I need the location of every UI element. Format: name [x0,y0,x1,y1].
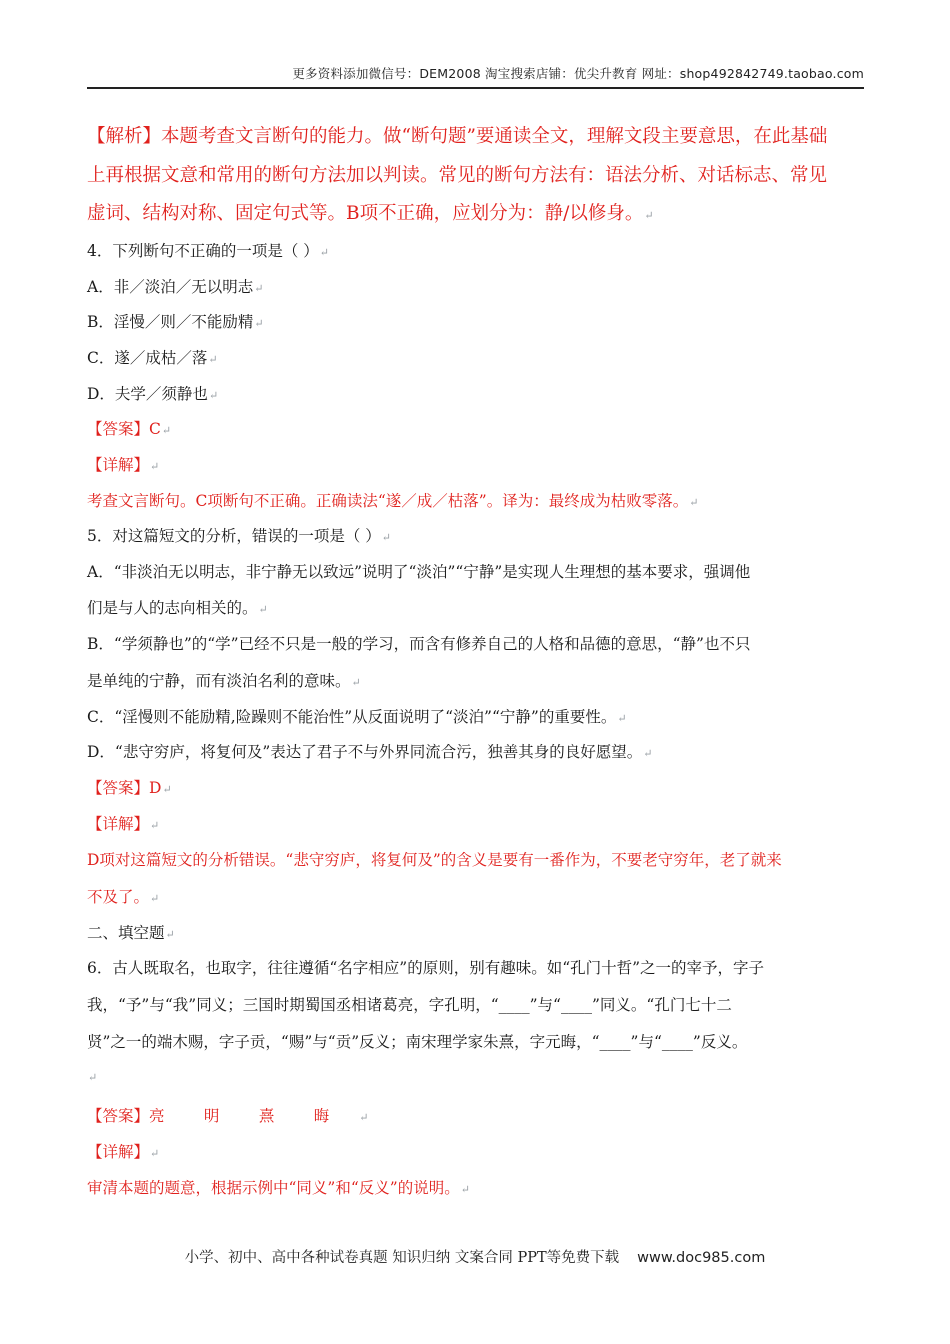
paragraph-mark-icon: ↵ [643,747,653,760]
paragraph-mark-icon: ↵ [150,819,160,832]
paragraph-mark-icon: ↵ [351,676,361,689]
q4-option-c: C．遂／成枯／落↵ [87,349,218,367]
paragraph-mark-icon: ↵ [254,317,264,330]
paragraph-mark-icon: ↵ [254,282,264,295]
section-title: 二、填空题↵ [87,924,175,942]
q4-detail-tag: 【详解】↵ [87,456,160,474]
paragraph-mark-icon: ↵ [689,496,699,509]
q5-option-a-line-2: 们是与人的志向相关的。↵ [87,599,268,617]
paragraph-mark-icon: ↵ [319,246,330,259]
q4-answer: 【答案】C↵ [87,420,172,438]
paragraph-mark-icon: ↵ [88,1071,98,1084]
analysis-line-2: 上再根据文意和常用的断句方法加以判读。常见的断句方法有：语法分析、对话标志、常见 [87,165,828,186]
paragraph-mark-icon: ↵ [208,389,219,402]
q4-option-b: B．淫慢／则／不能励精↵ [87,313,264,331]
q5-option-c: C．“淫慢则不能励精,险躁则不能治性”从反面说明了“淡泊”“宁静”的重要性。↵ [87,708,627,726]
q6-detail-tag: 【详解】↵ [87,1143,160,1161]
paragraph-mark-icon: ↵ [150,1147,160,1160]
paragraph-mark-icon: ↵ [208,353,218,366]
q5-detail-tag: 【详解】↵ [87,815,160,833]
paragraph-mark-icon: ↵ [644,209,654,222]
header-divider [87,87,864,89]
paragraph-mark-icon: ↵ [150,892,160,905]
q5-answer: 【答案】D↵ [87,779,172,797]
analysis-line-3: 虚词、结构对称、固定句式等。B项不正确，应划分为：静/以修身。↵ [87,203,654,224]
paragraph-mark-icon: ↵ [150,460,160,473]
q4-option-a: A．非／淡泊／无以明志↵ [87,278,264,296]
paragraph-mark-icon: ↵ [460,1183,470,1196]
q6-detail: 审清本题的题意，根据示例中“同义”和“反义”的说明。↵ [87,1179,470,1197]
paragraph-mark-icon: ↵ [381,531,392,544]
analysis-tag: 【解析】 [87,126,162,147]
q5-detail-line-1: D项对这篇短文的分析错误。“悲守穷庐，将复何及”的含义是要有一番作为，不要老守穷年，老了就来 [87,851,782,869]
footer-url[interactable]: www.doc985.com [637,1250,766,1266]
paragraph-mark-icon: ↵ [258,603,268,616]
q5-option-b-line-1: B．“学须静也”的“学”已经不只是一般的学习，而含有修养自己的人格和品德的意思，“静”也不只 [87,635,751,653]
q5-option-b-line-2: 是单纯的宁静，而有淡泊名利的意味。↵ [87,672,361,690]
q6-answer: 【答案】亮 明 熹 晦 ↵ [87,1107,369,1125]
q6-end-mark [87,1066,867,1088]
q5-option-a-line-1: A．“非淡泊无以明志，非宁静无以致远”说明了“淡泊”“宁静”是实现人生理想的基本要求，强调他 [87,563,751,581]
paragraph-mark-icon: ↵ [162,783,172,796]
paragraph-mark-icon: ↵ [165,928,175,941]
paragraph-mark-icon: ↵ [161,424,172,437]
answer-tag: 【答案】 [87,420,150,438]
q4-stem: 4．下列断句不正确的一项是（ ）↵ [87,242,330,260]
q6-line-2: 我，“予”与“我”同义；三国时期蜀国丞相诸葛亮，字孔明，“____”与“____”同义。“孔门七十二 [87,996,732,1014]
q5-option-d: D．“悲守穷庐，将复何及”表达了君子不与外界同流合污，独善其身的良好愿望。↵ [87,743,653,761]
analysis-line-1: 【解析】本题考查文言断句的能力。做“断句题”要通读全文，理解文段主要意思，在此基础 [87,126,828,147]
q6-line-3: 贤”之一的端木赐，字子贡，“赐”与“贡”反义；南宋理学家朱熹，字元晦，“____”与“____”反义。 [87,1033,748,1051]
page-footer: 小学、初中、高中各种试卷真题 知识归纳 文案合同 PPT等免费下载 www.doc985.com [184,1250,766,1266]
answer-tag: 【答案】 [87,779,150,797]
q4-option-d: D．夫学／须静也↵ [87,385,219,403]
q5-stem: 5．对这篇短文的分析，错误的一项是（ ）↵ [87,527,392,545]
paragraph-mark-icon: ↵ [359,1111,369,1124]
q4-detail: 考查文言断句。C项断句不正确。正确读法“遂／成／枯落”。译为：最终成为枯败零落。↵ [87,492,699,510]
answer-tag: 【答案】 [87,1107,150,1125]
page-header: 更多资料添加微信号：DEM2008 淘宝搜索店铺：优尖升教育 网址：shop492842749.taobao.com [292,66,864,81]
q5-detail-line-2: 不及了。↵ [87,888,160,906]
q6-line-1: 6．古人既取名，也取字，往往遵循“名字相应”的原则，别有趣味。如“孔门十哲”之一的宰予，字子 [87,959,765,977]
paragraph-mark-icon: ↵ [617,712,627,725]
